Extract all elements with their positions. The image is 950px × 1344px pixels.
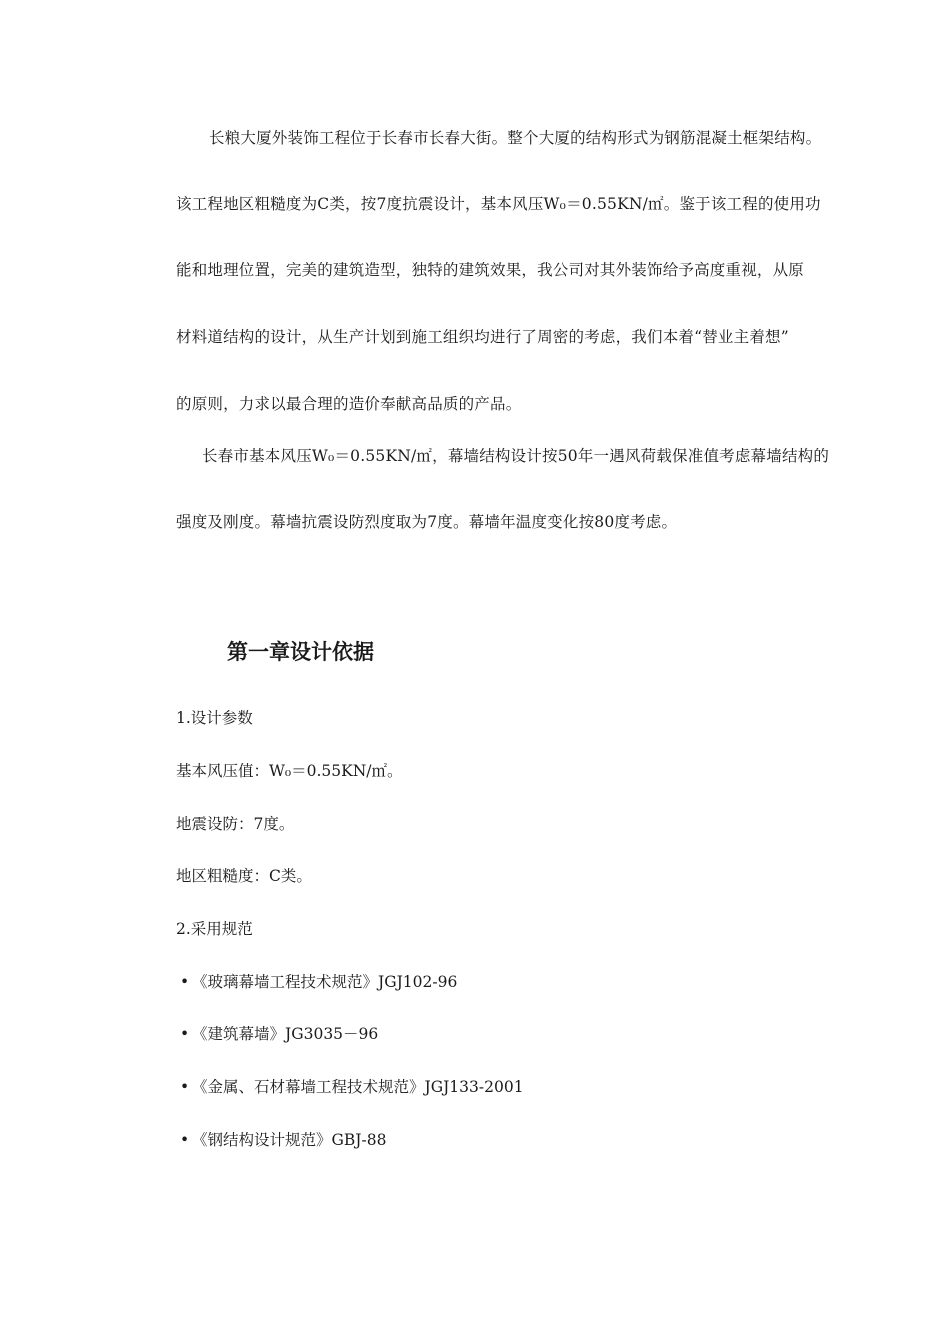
text-line: 能和地理位置，完美的建筑造型，独特的建筑效果，我公司对其外装饰给予高度重视，从原 (176, 261, 805, 279)
standard-name: 《玻璃幕墙工程技术规范》JGJ102-96 (192, 973, 458, 991)
bullet-icon: • (180, 1131, 190, 1149)
section-heading: 2.采用规范 (176, 920, 253, 938)
list-item (180, 1077, 524, 1097)
bullet-icon: • (180, 1078, 190, 1096)
text-line: 的原则，力求以最合理的造价奉献高品质的产品。 (176, 395, 522, 413)
text-line: 长粮大厦外装饰工程位于长春市长春大街。整个大厦的结构形式为钢筋混凝土框架结构。 (209, 129, 822, 147)
list-item (180, 1024, 378, 1044)
list-item (180, 972, 457, 992)
standard-name: 《金属、石材幕墙工程技术规范》JGJ133-2001 (192, 1078, 524, 1096)
parameter-item: 基本风压值：W₀＝0.55KN/㎡。 (176, 762, 403, 780)
text-line: 该工程地区粗糙度为C类，按7度抗震设计，基本风压W₀＝0.55KN/㎡。鉴于该工程的使用功 (176, 195, 821, 213)
text-line: 长春市基本风压W₀＝0.55KN/㎡，幕墙结构设计按50年一遇风荷载保准值考虑幕墙结构的 (202, 447, 830, 465)
parameter-item: 地区粗糙度：C类。 (176, 867, 312, 885)
standard-name: 《建筑幕墙》JG3035－96 (192, 1025, 379, 1043)
section-heading: 1.设计参数 (176, 709, 253, 727)
text-line: 强度及刚度。幕墙抗震设防烈度取为7度。幕墙年温度变化按80度考虑。 (176, 513, 678, 531)
text-line: 材料道结构的设计，从生产计划到施工组织均进行了周密的考虑，我们本着“替业主着想” (176, 328, 789, 346)
bullet-icon: • (180, 1025, 190, 1043)
chapter-title: 第一章设计依据 (227, 640, 374, 664)
standard-name: 《钢结构设计规范》GBJ-88 (192, 1131, 387, 1149)
bullet-icon: • (180, 973, 190, 991)
list-item (180, 1130, 386, 1150)
parameter-item: 地震设防：7度。 (176, 815, 295, 833)
